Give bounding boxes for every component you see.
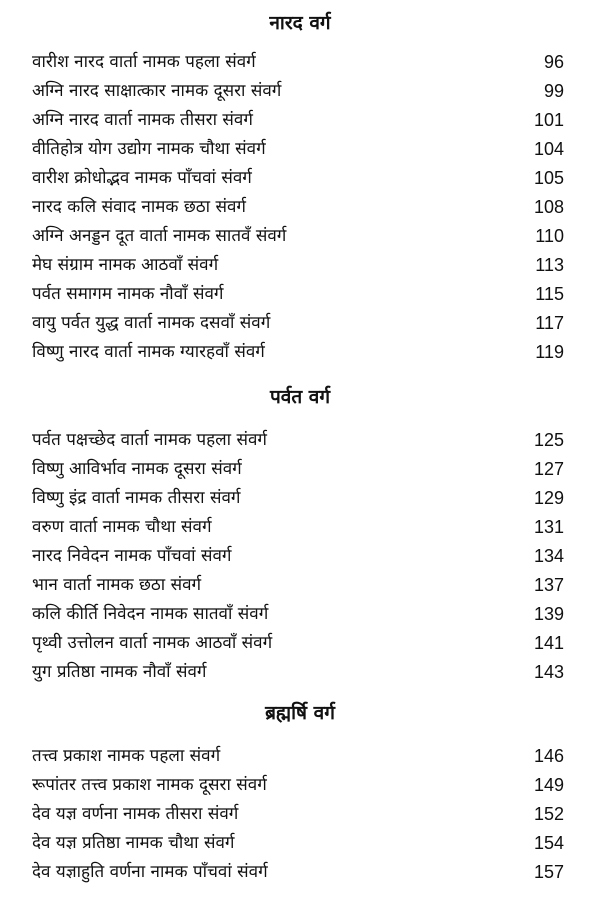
entry-title: वायु पर्वत युद्ध वार्ता नामक दसवाँ संवर्ग — [32, 313, 271, 333]
toc-entry — [0, 280, 600, 309]
entry-page-number: 157 — [533, 862, 564, 882]
entry-page-number: 101 — [533, 110, 564, 130]
toc-entry — [0, 48, 600, 77]
entry-title: कलि कीर्ति निवेदन नामक सातवाँ संवर्ग — [32, 604, 269, 624]
toc-entry — [0, 542, 600, 571]
toc-entry — [0, 513, 600, 542]
toc-entry — [0, 77, 600, 106]
entry-page-number: 137 — [533, 575, 564, 595]
entry-title: देव यज्ञ वर्णना नामक तीसरा संवर्ग — [32, 804, 239, 824]
entry-title: युग प्रतिष्ठा नामक नौवाँ संवर्ग — [32, 662, 207, 682]
entry-page-number: 104 — [533, 139, 564, 159]
entry-title: मेघ संग्राम नामक आठवाँ संवर्ग — [32, 255, 219, 275]
entry-page-number: 113 — [535, 255, 564, 275]
toc-entry — [0, 193, 600, 222]
entry-title: विष्णु नारद वार्ता नामक ग्यारहवाँ संवर्ग — [32, 342, 265, 362]
entry-page-number: 117 — [535, 313, 564, 333]
toc-entry — [0, 338, 600, 367]
entry-page-number: 125 — [533, 430, 564, 450]
toc-entry — [0, 484, 600, 513]
toc-entry — [0, 251, 600, 280]
toc-entry — [0, 164, 600, 193]
entry-page-number: 154 — [533, 833, 564, 853]
entry-title: विष्णु आविर्भाव नामक दूसरा संवर्ग — [32, 459, 242, 479]
toc-entry — [0, 829, 600, 858]
entry-title: अग्नि नारद वार्ता नामक तीसरा संवर्ग — [32, 110, 253, 130]
toc-entry — [0, 455, 600, 484]
entry-title: अग्नि नारद साक्षात्कार नामक दूसरा संवर्ग — [32, 81, 282, 101]
entry-page-number: 129 — [533, 488, 564, 508]
entry-title: वारीश क्रोधोद्भव नामक पाँचवां संवर्ग — [32, 168, 252, 188]
entry-title: अग्नि अनड्डन दूत वार्ता नामक सातवँ संवर्ग — [32, 226, 287, 246]
section-heading: पर्वत वर्ग — [269, 386, 331, 408]
section-heading: ब्रह्मर्षि वर्ग — [265, 702, 335, 724]
entry-title: वरुण वार्ता नामक चौथा संवर्ग — [32, 517, 212, 537]
entry-title: नारद निवेदन नामक पाँचवां संवर्ग — [32, 546, 232, 566]
toc-entry — [0, 629, 600, 658]
toc-entry — [0, 309, 600, 338]
entry-title: पर्वत पक्षच्छेद वार्ता नामक पहला संवर्ग — [32, 430, 267, 450]
toc-entry — [0, 742, 600, 771]
entry-page-number: 149 — [533, 775, 564, 795]
entry-title: पृथ्वी उत्तोलन वार्ता नामक आठवाँ संवर्ग — [32, 633, 273, 653]
entry-title: रूपांतर तत्त्व प्रकाश नामक दूसरा संवर्ग — [32, 775, 267, 795]
entry-title: भान वार्ता नामक छठा संवर्ग — [32, 575, 202, 595]
entry-page-number: 141 — [533, 633, 564, 653]
toc-entry — [0, 222, 600, 251]
entry-page-number: 105 — [533, 168, 564, 188]
entry-title: विष्णु इंद्र वार्ता नामक तीसरा संवर्ग — [32, 488, 241, 508]
section-parvat-varg — [0, 382, 600, 687]
toc-entry — [0, 771, 600, 800]
entry-page-number: 108 — [533, 197, 564, 217]
entry-title: वीतिहोत्र योग उद्योग नामक चौथा संवर्ग — [32, 139, 266, 159]
entry-page-number: 99 — [543, 81, 564, 101]
entry-title: वारीश नारद वार्ता नामक पहला संवर्ग — [32, 52, 256, 72]
section-brahmarshi-varg — [0, 698, 600, 887]
toc-entry — [0, 135, 600, 164]
entry-page-number: 146 — [533, 746, 564, 766]
toc-entry — [0, 858, 600, 887]
toc-entry — [0, 571, 600, 600]
entry-page-number: 143 — [533, 662, 564, 682]
toc-entry — [0, 600, 600, 629]
toc-entry — [0, 426, 600, 455]
entry-page-number: 127 — [533, 459, 564, 479]
entry-title: पर्वत समागम नामक नौवाँ संवर्ग — [32, 284, 224, 304]
entry-page-number: 96 — [543, 52, 564, 72]
toc-entry — [0, 800, 600, 829]
entry-page-number: 131 — [533, 517, 564, 537]
entry-title: देव यज्ञ प्रतिष्ठा नामक चौथा संवर्ग — [32, 833, 235, 853]
section-narad-varg — [0, 8, 600, 367]
entry-page-number: 110 — [535, 226, 564, 246]
entry-page-number: 139 — [533, 604, 564, 624]
entry-page-number: 119 — [535, 342, 564, 362]
entry-title: तत्त्व प्रकाश नामक पहला संवर्ग — [32, 746, 221, 766]
section-heading: नारद वर्ग — [269, 12, 331, 34]
entry-page-number: 115 — [535, 284, 564, 304]
entry-title: देव यज्ञाहुति वर्णना नामक पाँचवां संवर्ग — [32, 862, 268, 882]
entry-page-number: 134 — [533, 546, 564, 566]
toc-entry — [0, 658, 600, 687]
entry-page-number: 152 — [533, 804, 564, 824]
entry-title: नारद कलि संवाद नामक छठा संवर्ग — [32, 197, 246, 217]
toc-entry — [0, 106, 600, 135]
